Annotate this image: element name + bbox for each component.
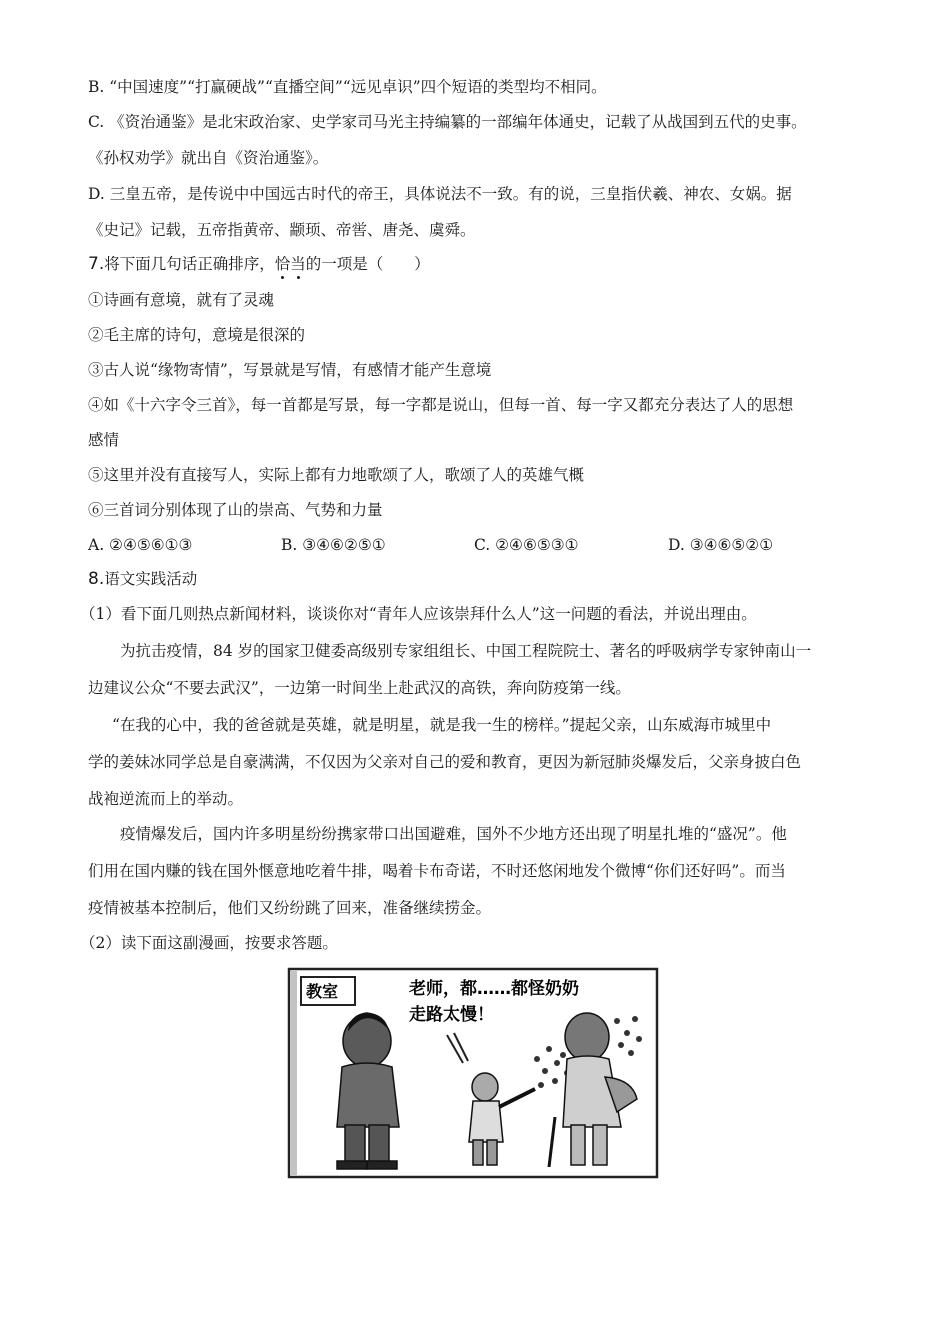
cartoon-illustration xyxy=(287,967,659,1179)
news-paragraph-3-line3: 疫情被基本控制后，他们又纷纷跳了回来，准备继续捞金。 xyxy=(88,899,492,917)
q7-sentence-cont: 感情 xyxy=(88,431,120,449)
q7-sentence: ①诗画有意境，就有了灵魂 xyxy=(88,291,275,309)
news-paragraph-1-line1: 为抗击疫情，84 岁的国家卫健委高级别专家组组长、中国工程院院士、著名的呼吸病学专家钟南山一 xyxy=(120,642,812,660)
q6-option-d-line1: D. 三皇五帝，是传说中中国远古时代的帝王，具体说法不一致。有的说，三皇指伏羲、神农、女娲。据 xyxy=(88,185,792,203)
q7-stem-dotted-2: 当 xyxy=(290,255,306,273)
news-paragraph-2-line3: 战袍逆流而上的举动。 xyxy=(88,790,244,808)
news-paragraph-3-line1: 疫情爆发后，国内许多明星纷纷携家带口出国避难，国外不少地方还出现了明星扎堆的“盛况”。他 xyxy=(120,825,787,843)
news-paragraph-3-line2: 们用在国内赚的钱在国外惬意地吃着牛排，喝着卡布奇诺，不时还悠闲地发个微博“你们还好吗”。而当 xyxy=(88,862,786,880)
q7-number: 7. xyxy=(88,254,105,274)
q6-option-c-line1: C. 《资治通鉴》是北宋政治家、史学家司马光主持编纂的一部编年体通史，记载了从战国到五代的史事。 xyxy=(88,113,807,131)
q7-option-d: D. ③④⑥⑤②① xyxy=(668,536,774,554)
q8-number: 8. xyxy=(88,569,105,589)
q8-title xyxy=(88,568,197,590)
q6-option-b: B. “中国速度”“打赢硬战”“直播空间”“远见卓识”四个短语的类型均不相同。 xyxy=(88,78,607,96)
classroom-label: 教室 xyxy=(306,982,339,1001)
news-paragraph-2-line2: 学的姜妹冰同学总是自豪满满，不仅因为父亲对自己的爱和教育，更因为新冠肺炎爆发后，父亲身披白色 xyxy=(88,753,802,771)
q7-option-c: C. ②④⑥⑤③① xyxy=(474,536,579,554)
speech-line-2: 走路太慢！ xyxy=(409,1005,494,1025)
q7-option-a: A. ②④⑤⑥①③ xyxy=(88,536,193,554)
news-paragraph-2-line1: “在我的心中，我的爸爸就是英雄，就是明星，就是我一生的榜样。”提起父亲，山东威海市城里中 xyxy=(112,716,772,734)
q7-stem xyxy=(88,253,430,275)
q7-sentence: ②毛主席的诗句，意境是很深的 xyxy=(88,326,306,344)
q7-stem-dotted-1: 恰 xyxy=(274,255,291,273)
q8-part1-prompt: （1）看下面几则热点新闻材料，谈谈你对“青年人应该崇拜什么人”这一问题的看法，并说出理由。 xyxy=(80,605,757,623)
q6-option-d-line2: 《史记》记载，五帝指黄帝、颛顼、帝喾、唐尧、虞舜。 xyxy=(88,221,476,239)
q6-option-c-line2: 《孙权劝学》就出自《资治通鉴》。 xyxy=(88,149,329,167)
speech-line-1: 老师，都……都怪奶奶 xyxy=(409,979,579,999)
q7-stem-post: 的一项是（ ） xyxy=(305,255,430,273)
q7-stem-pre: 将下面几句话正确排序， xyxy=(104,255,275,273)
q7-sentence: ⑤这里并没有直接写人，实际上都有力地歌颂了人，歌颂了人的英雄气概 xyxy=(88,466,585,484)
q8-part2-prompt: （2）读下面这副漫画，按要求答题。 xyxy=(80,934,338,952)
q7-sentence: ③古人说“缘物寄情”，写景就是写情，有感情才能产生意境 xyxy=(88,361,492,379)
cartoon-frame-shadow xyxy=(291,971,297,1175)
q7-sentence: ⑥三首词分别体现了山的崇高、气势和力量 xyxy=(88,501,383,519)
q7-option-b: B. ③④⑥②⑤① xyxy=(281,536,386,554)
news-paragraph-1-line2: 边建议公众“不要去武汉”，一边第一时间坐上赴武汉的高铁，奔向防疫第一线。 xyxy=(88,679,631,697)
q7-sentence: ④如《十六字令三首》，每一首都是写景，每一字都是说山，但每一首、每一字又都充分表达了人的思想 xyxy=(88,396,794,414)
q8-title-text: 语文实践活动 xyxy=(104,570,198,588)
